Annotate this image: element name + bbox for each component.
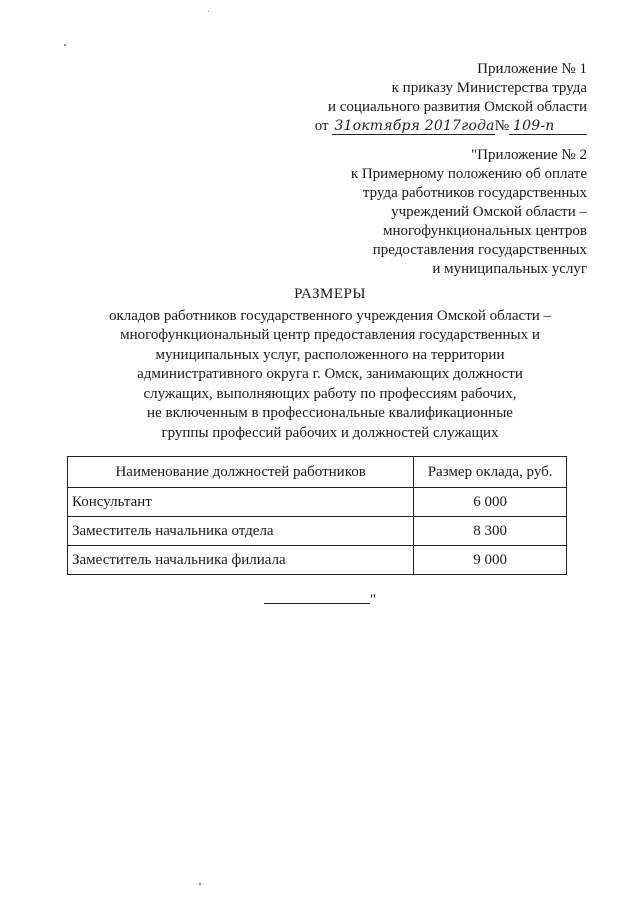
document-title xyxy=(70,285,590,443)
table-row xyxy=(68,517,567,546)
title-line: многофункциональный центр предоставления государственных и xyxy=(120,327,540,343)
appendix-2-line: труда работников государственных xyxy=(362,185,587,201)
table-header-row xyxy=(68,457,567,488)
title-line: муниципальных услуг, расположенного на территории xyxy=(155,346,505,363)
number-underline xyxy=(509,119,587,135)
title-line: группы профессий рабочих и должностей служащих xyxy=(161,424,499,441)
salary-value: 6 000 xyxy=(414,488,567,517)
title-heading: РАЗМЕРЫ xyxy=(294,286,366,302)
scan-speck xyxy=(64,44,66,46)
date-prefix: от xyxy=(314,118,329,134)
salary-value: 9 000 xyxy=(414,546,567,575)
appendix-1-header xyxy=(315,60,587,136)
position-name: Консультант xyxy=(68,488,414,517)
table-row xyxy=(68,546,567,575)
appendix-2-line: "Приложение № 2 xyxy=(471,147,587,163)
appendix-1-order-ref: к приказу Министерства труда xyxy=(391,80,587,96)
appendix-2-line: учреждений Омской области – xyxy=(391,204,587,220)
salary-value: 8 300 xyxy=(414,517,567,546)
scan-speck xyxy=(199,883,201,885)
table-row xyxy=(68,488,567,517)
appendix-2-line: предоставления государственных xyxy=(372,242,587,258)
header-salary: Размер оклада, руб. xyxy=(414,457,567,488)
number-sign: № xyxy=(494,118,509,134)
handwritten-date: 31октября 2017года xyxy=(334,118,495,134)
position-name: Заместитель начальника филиала xyxy=(68,546,414,575)
title-line: не включенным в профессиональные квалификационные xyxy=(147,405,513,421)
date-underline xyxy=(332,119,494,135)
appendix-2-line: к Примерному положению об оплате xyxy=(350,166,587,182)
position-name: Заместитель начальника отдела xyxy=(68,517,414,546)
appendix-2-header xyxy=(351,146,587,279)
scan-speck xyxy=(208,11,209,12)
closing-line xyxy=(264,593,370,604)
closing-mark xyxy=(264,592,376,609)
appendix-1-order-line xyxy=(315,117,587,136)
appendix-2-line: многофункциональных центров xyxy=(382,223,587,239)
handwritten-number: 109-п xyxy=(513,118,555,134)
appendix-2-line: и муниципальных услуг xyxy=(432,261,587,277)
title-line: административного округа г. Омск, занимающих должности xyxy=(137,366,523,382)
title-line: окладов работников государственного учреждения Омской области – xyxy=(108,307,552,324)
header-position: Наименование должностей работников xyxy=(68,457,414,488)
appendix-1-title: Приложение № 1 xyxy=(477,61,587,77)
title-line: служащих, выполняющих работу по профессиям рабочих, xyxy=(143,385,517,402)
appendix-1-ministry: и социального развития Омской области xyxy=(327,99,587,115)
salary-table xyxy=(67,456,567,575)
closing-quote: " xyxy=(370,592,377,608)
